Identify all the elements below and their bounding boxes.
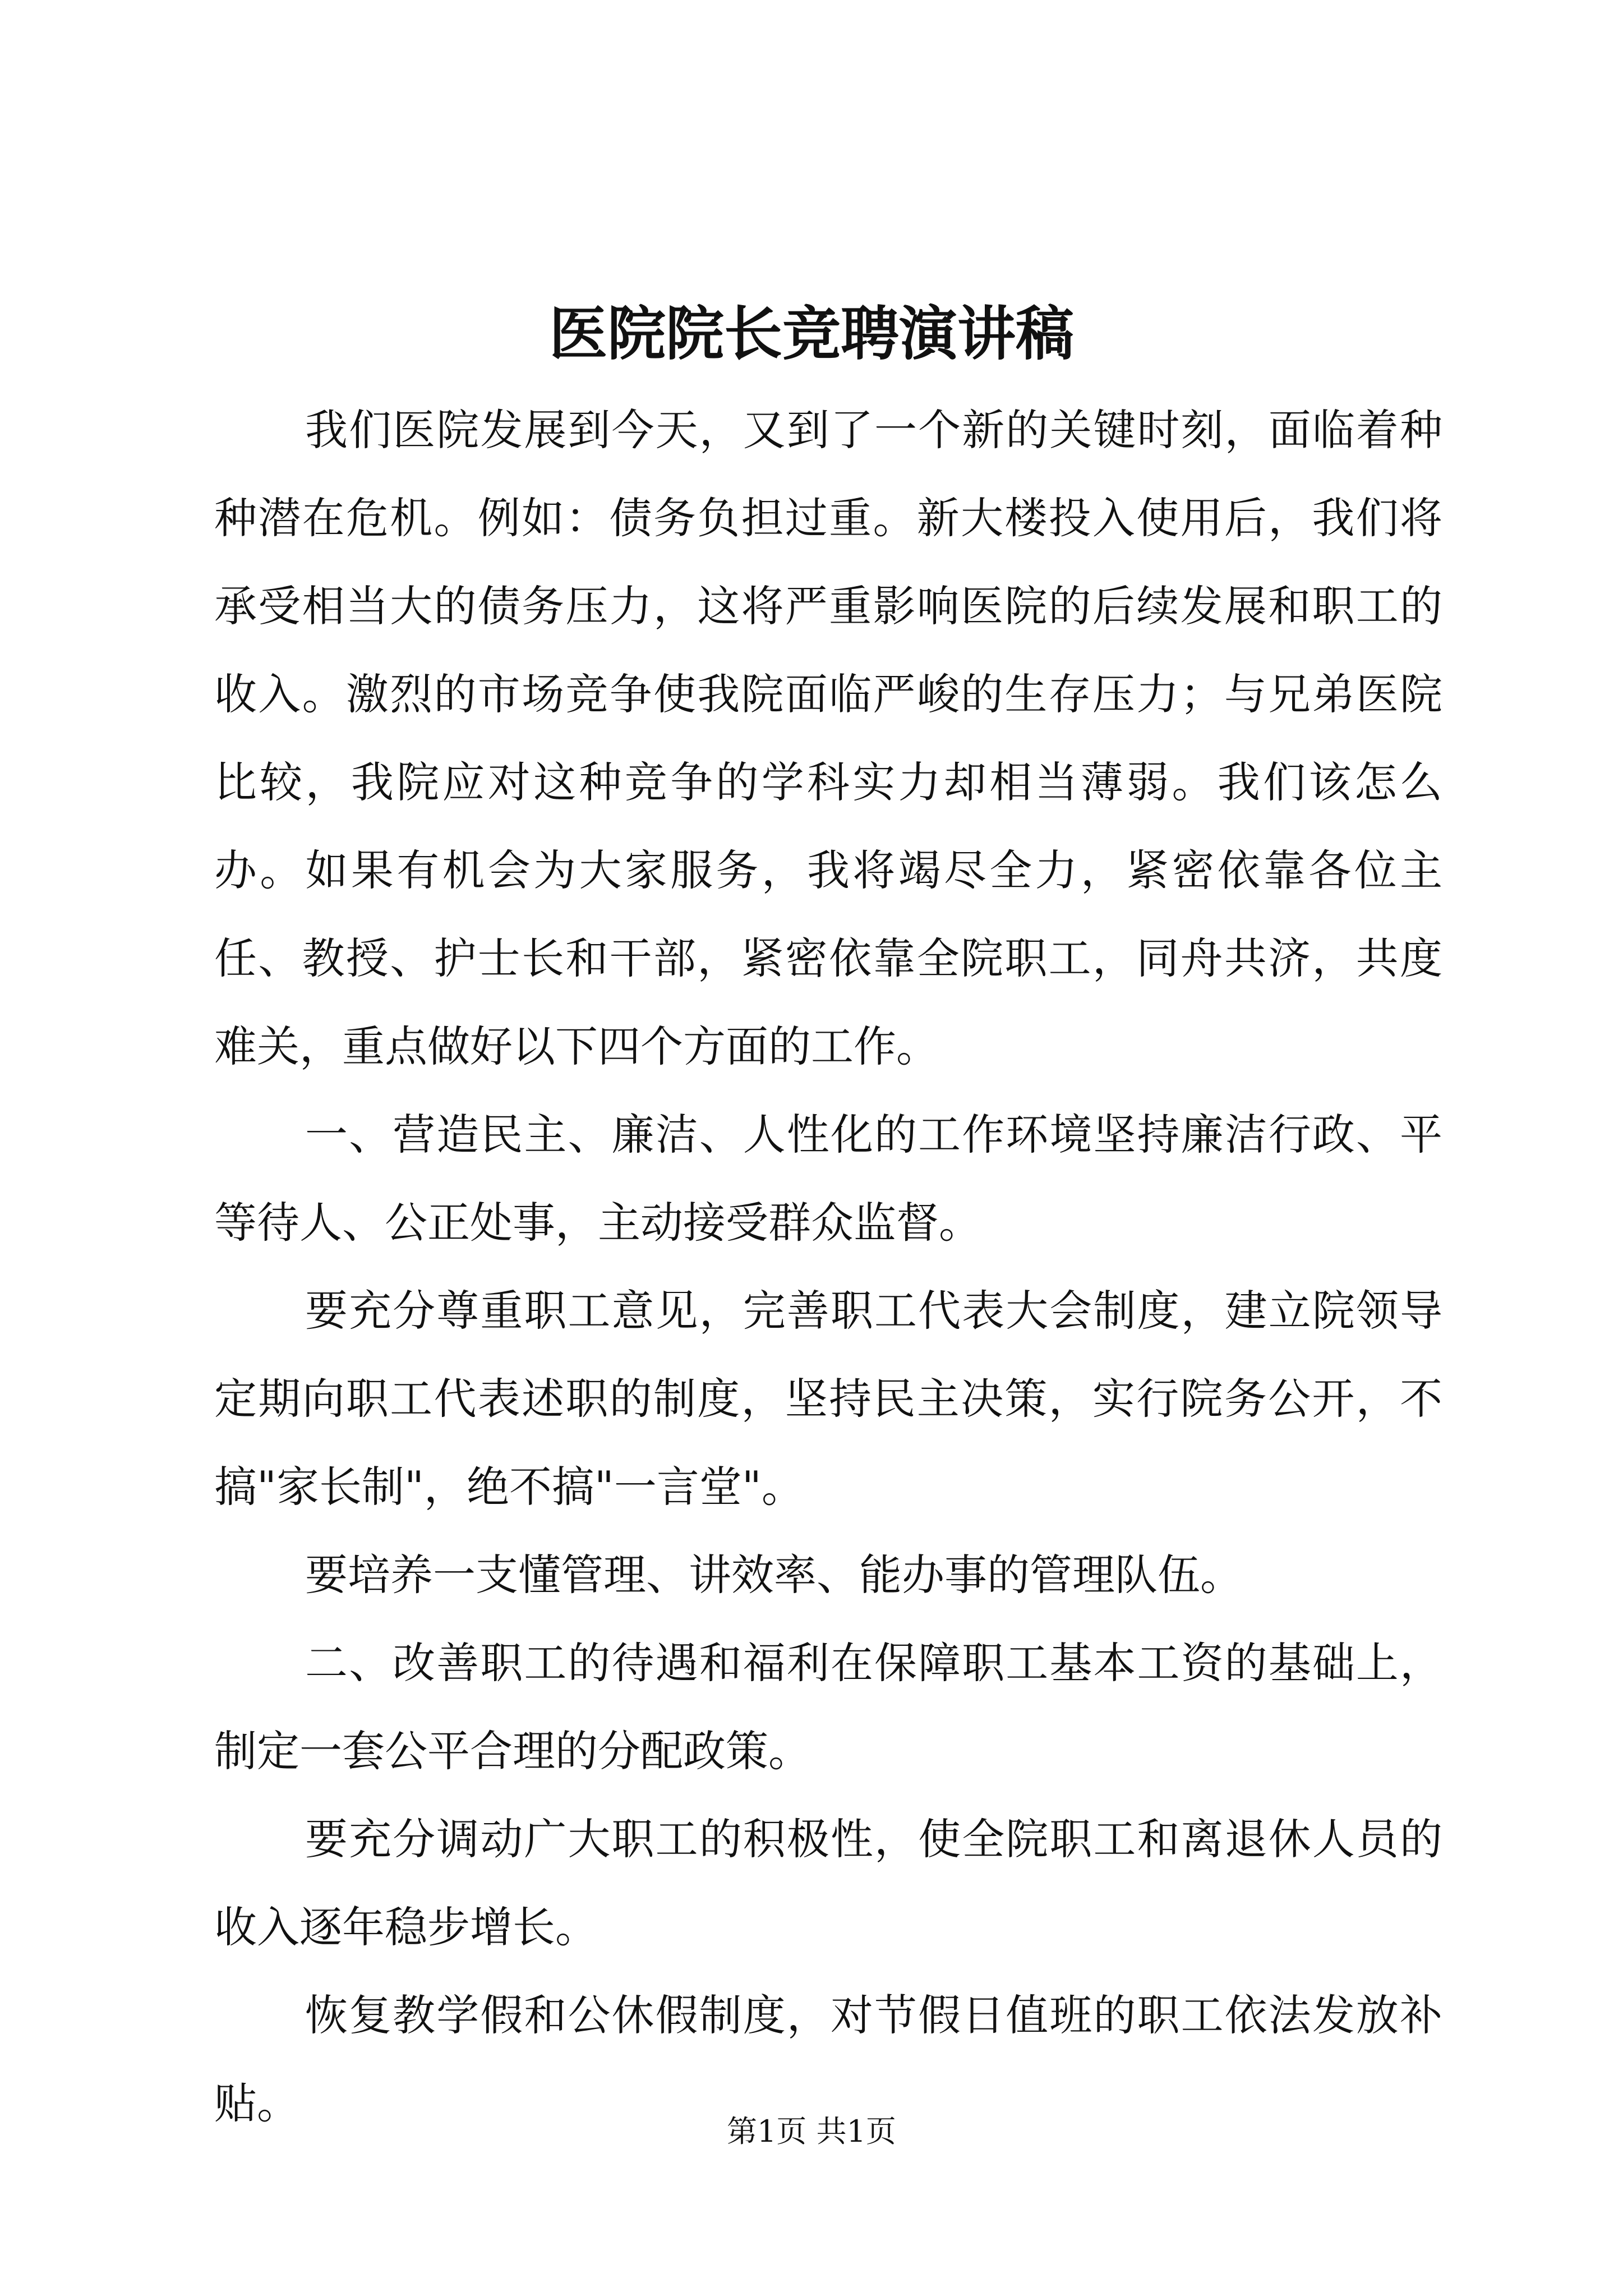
paragraph-holiday-allowance: 恢复教学假和公休假制度，对节假日值班的职工依法发放补贴。: [214, 1990, 1442, 2128]
paragraph-section-one: 一、营造民主、廉洁、人性化的工作环境坚持廉洁行政、平等待人、公正处事，主动接受群众监督。: [214, 1110, 1442, 1248]
paragraph-section-two: 二、改善职工的待遇和福利在保障职工基本工资的基础上，制定一套公平合理的分配政策。: [214, 1638, 1442, 1776]
paragraph-income-growth: 要充分调动广大职工的积极性，使全院职工和离退休人员的收入逐年稳步增长。: [214, 1814, 1442, 1952]
paragraph-intro: 我们医院发展到今天，又到了一个新的关键时刻，面临着种种潜在危机。例如：债务负担过重。新大楼投入使用后，我们将承受相当大的债务压力，这将严重影响医院的后续发展和职工的收入。激烈的市场竞争使我院面临严峻的生存压力；与兄弟医院比较，我院应对这种竞争的学科实力却相当薄弱。我们该怎么办。如果有机会为大家服务，我将竭尽全力，紧密依靠各位主任、教授、护士长和干部，紧密依靠全院职工，同舟共济，共度难关，重点做好以下四个方面的工作。: [214, 405, 1442, 1071]
document-title: 医院院长竞聘演讲稿: [548, 299, 1074, 368]
paragraph-management-team: 要培养一支懂管理、讲效率、能办事的管理队伍。: [305, 1550, 1243, 1600]
document-body: [214, 386, 1442, 2147]
paragraph-respect-opinions: 要充分尊重职工意见，完善职工代表大会制度，建立院领导定期向职工代表述职的制度，坚持民主决策，实行院务公开，不搞"家长制"，绝不搞"一言堂"。: [214, 1286, 1442, 1512]
page-footer: 第1页 共1页: [727, 2114, 896, 2149]
